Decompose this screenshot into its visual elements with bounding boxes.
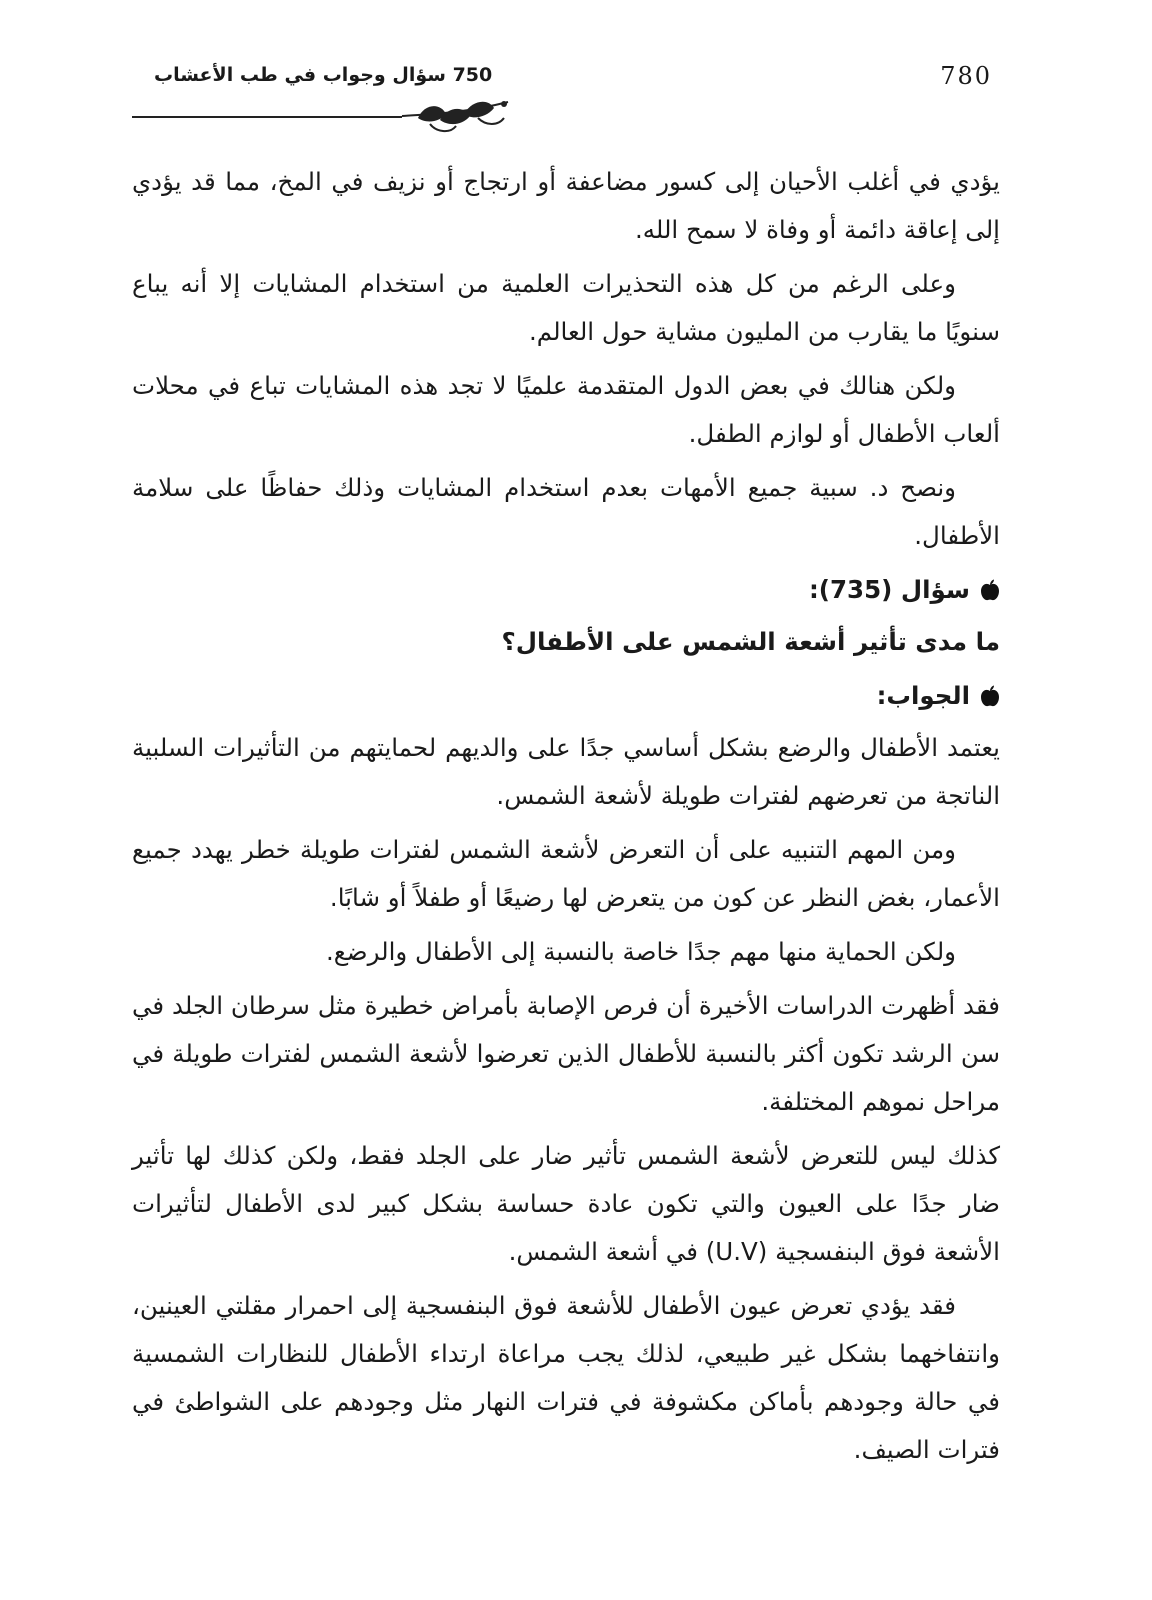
paragraph: ولكن الحماية منها مهم جدًا خاصة بالنسبة إلى الأطفال والرضع. xyxy=(325,937,956,966)
paragraph: فقد يؤدي تعرض عيون الأطفال للأشعة فوق البنفسجية إلى احمرار مقلتي العينين، وانتفاخهما بشكل غير طبيعي، لذلك يجب مراعاة ارتداء الأطفال للنظارات الشمسية في حالة وجودهم بأماكن مكشوفة في فترات النهار مثل وجودهم على الشواطئ في فترات الصيف. xyxy=(132,1291,1000,1464)
answer-heading xyxy=(132,672,1000,720)
header-rule xyxy=(132,116,402,118)
paragraph: يعتمد الأطفال والرضع بشكل أساسي جدًا على والديهم لحمايتهم من التأثيرات السلبية الناتجة من تعرضهم لفترات طويلة لأشعة الشمس. xyxy=(132,733,1000,810)
question-text: ما مدى تأثير أشعة الشمس على الأطفال؟ xyxy=(501,627,1000,656)
paragraph: ومن المهم التنبيه على أن التعرض لأشعة الشمس لفترات طويلة خطر يهدد جميع الأعمار، بغض النظر عن كون من يتعرض لها رضيعًا أو طفلاً أو شابًا. xyxy=(132,835,1000,912)
question-heading xyxy=(132,566,1000,614)
page-number: 780 xyxy=(940,62,992,90)
apple-bullet-icon xyxy=(980,579,1000,601)
paragraph: ونصح د. سبية جميع الأمهات بعدم استخدام المشايات وذلك حفاظًا على سلامة الأطفال. xyxy=(132,473,1000,550)
apple-bullet-icon xyxy=(980,685,1000,707)
paragraph: ولكن هنالك في بعض الدول المتقدمة علميًا لا تجد هذه المشايات تباع في محلات ألعاب الأطفال أو لوازم الطفل. xyxy=(132,371,1000,448)
paragraph: وعلى الرغم من كل هذه التحذيرات العلمية من استخدام المشايات إلا أنه يباع سنويًا ما يقارب من المليون مشاية حول العالم. xyxy=(132,269,1000,346)
page-header xyxy=(132,60,992,100)
body-text xyxy=(132,158,1000,1480)
running-title: 750 سؤال وجواب في طب الأعشاب xyxy=(154,64,493,86)
paragraph: كذلك ليس للتعرض لأشعة الشمس تأثير ضار على الجلد فقط، ولكن كذلك لها تأثير ضار جدًا على العيون والتي تكون عادة حساسة بشكل كبير لدى الأطفال لتأثيرات الأشعة فوق البنفسجية (U.V) في أشعة الشمس. xyxy=(132,1141,1000,1266)
paragraph: فقد أظهرت الدراسات الأخيرة أن فرص الإصابة بأمراض خطيرة مثل سرطان الجلد في سن الرشد تكون أكثر بالنسبة للأطفال الذين تعرضوا لأشعة الشمس لفترات طويلة في مراحل نموهم المختلفة. xyxy=(132,991,1000,1116)
leaf-ornament-icon xyxy=(400,96,510,136)
paragraph: يؤدي في أغلب الأحيان إلى كسور مضاعفة أو ارتجاج أو نزيف في المخ، مما قد يؤدي إلى إعاقة دائمة أو وفاة لا سمح الله. xyxy=(132,167,1000,244)
question-label: سؤال (735): xyxy=(809,575,970,604)
answer-label: الجواب: xyxy=(876,681,970,710)
